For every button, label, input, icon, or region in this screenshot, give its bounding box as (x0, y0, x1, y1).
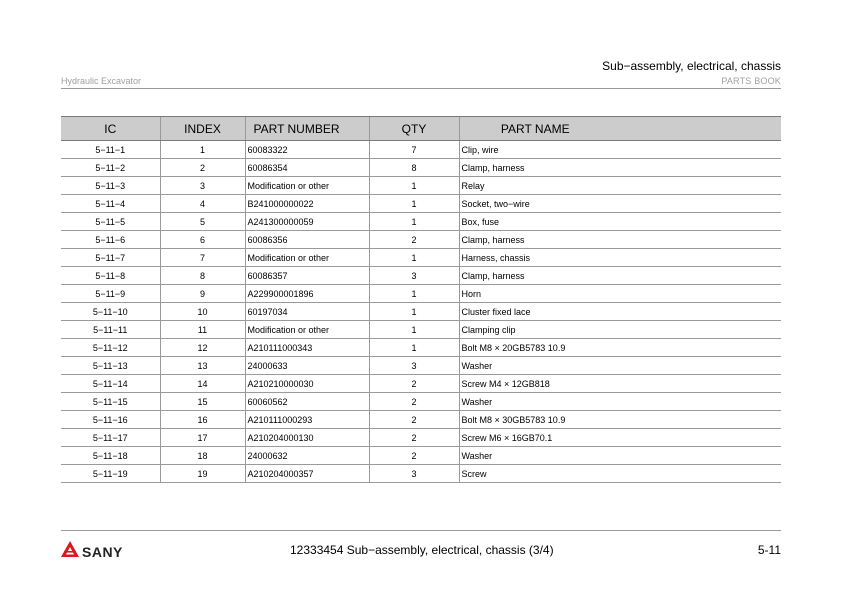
cell-index: 3 (160, 177, 245, 195)
cell-ic: 5−11−9 (61, 285, 160, 303)
cell-qty: 2 (369, 411, 459, 429)
cell-part-number: A210210000030 (245, 375, 369, 393)
cell-ic: 5−11−14 (61, 375, 160, 393)
cell-qty: 3 (369, 465, 459, 483)
table-row (61, 213, 781, 231)
cell-ic: 5−11−4 (61, 195, 160, 213)
cell-part-name: Cluster fixed lace (459, 303, 781, 321)
table-row (61, 195, 781, 213)
cell-index: 8 (160, 267, 245, 285)
cell-qty: 2 (369, 447, 459, 465)
cell-part-number: A229900001896 (245, 285, 369, 303)
cell-part-name: Screw M4 × 12GB818 (459, 375, 781, 393)
column-header-qty: QTY (369, 117, 459, 141)
cell-ic: 5−11−15 (61, 393, 160, 411)
cell-index: 9 (160, 285, 245, 303)
cell-index: 7 (160, 249, 245, 267)
cell-ic: 5−11−6 (61, 231, 160, 249)
cell-qty: 1 (369, 321, 459, 339)
cell-ic: 5−11−17 (61, 429, 160, 447)
cell-part-name: Bolt M8 × 30GB5783 10.9 (459, 411, 781, 429)
column-header-index: INDEX (160, 117, 245, 141)
logo-text: SANY (82, 543, 123, 560)
cell-ic: 5−11−16 (61, 411, 160, 429)
cell-part-name: Clip, wire (459, 141, 781, 159)
cell-part-name: Clamping clip (459, 321, 781, 339)
machine-label: Hydraulic Excavator (61, 76, 142, 86)
table-row (61, 249, 781, 267)
sany-logo (61, 541, 123, 562)
cell-part-name: Harness, chassis (459, 249, 781, 267)
cell-index: 18 (160, 447, 245, 465)
cell-qty: 2 (369, 231, 459, 249)
table-row (61, 393, 781, 411)
table-header-row (61, 117, 781, 141)
cell-qty: 2 (369, 393, 459, 411)
table-row (61, 303, 781, 321)
cell-part-name: Clamp, harness (459, 231, 781, 249)
document-title: Sub−assembly, electrical, chassis (602, 59, 781, 73)
cell-ic: 5−11−5 (61, 213, 160, 231)
cell-ic: 5−11−19 (61, 465, 160, 483)
cell-qty: 3 (369, 357, 459, 375)
table-row (61, 321, 781, 339)
cell-ic: 5−11−13 (61, 357, 160, 375)
cell-ic: 5−11−18 (61, 447, 160, 465)
cell-qty: 2 (369, 375, 459, 393)
table-row (61, 267, 781, 285)
cell-index: 5 (160, 213, 245, 231)
cell-part-number: 60086356 (245, 231, 369, 249)
cell-part-name: Socket, two−wire (459, 195, 781, 213)
cell-part-name: Box, fuse (459, 213, 781, 231)
cell-index: 4 (160, 195, 245, 213)
cell-part-name: Screw M6 × 16GB70.1 (459, 429, 781, 447)
cell-index: 11 (160, 321, 245, 339)
cell-part-name: Clamp, harness (459, 267, 781, 285)
table-row (61, 159, 781, 177)
sany-logo-icon (61, 541, 79, 562)
footer-divider (61, 530, 781, 531)
cell-qty: 1 (369, 285, 459, 303)
cell-ic: 5−11−2 (61, 159, 160, 177)
parts-table (61, 116, 781, 483)
cell-ic: 5−11−1 (61, 141, 160, 159)
cell-part-name: Clamp, harness (459, 159, 781, 177)
column-header-part-name-label: PART NAME (500, 121, 570, 136)
cell-qty: 1 (369, 303, 459, 321)
table-row (61, 465, 781, 483)
cell-part-name: Relay (459, 177, 781, 195)
cell-index: 16 (160, 411, 245, 429)
table-row (61, 141, 781, 159)
cell-qty: 1 (369, 249, 459, 267)
cell-part-number: Modification or other (245, 321, 369, 339)
cell-part-name: Washer (459, 393, 781, 411)
cell-part-name: Bolt M8 × 20GB5783 10.9 (459, 339, 781, 357)
cell-index: 19 (160, 465, 245, 483)
column-header-ic: IC (61, 117, 160, 141)
cell-part-number: 60197034 (245, 303, 369, 321)
table-row (61, 231, 781, 249)
cell-part-name: Washer (459, 357, 781, 375)
table-row (61, 375, 781, 393)
cell-qty: 1 (369, 195, 459, 213)
cell-index: 1 (160, 141, 245, 159)
table-row (61, 177, 781, 195)
cell-index: 13 (160, 357, 245, 375)
cell-part-number: A210204000130 (245, 429, 369, 447)
cell-part-number: 60060562 (245, 393, 369, 411)
cell-qty: 2 (369, 429, 459, 447)
table-row (61, 339, 781, 357)
cell-index: 12 (160, 339, 245, 357)
cell-qty: 1 (369, 177, 459, 195)
cell-qty: 1 (369, 339, 459, 357)
book-label: PARTS BOOK (721, 76, 781, 86)
cell-part-number: 60086354 (245, 159, 369, 177)
cell-part-number: 24000633 (245, 357, 369, 375)
footer-caption: 12333454 Sub−assembly, electrical, chassis (3/4) (290, 543, 554, 557)
header-divider (61, 88, 781, 89)
cell-index: 2 (160, 159, 245, 177)
page-number: 5-11 (757, 543, 781, 557)
table-row (61, 285, 781, 303)
cell-index: 10 (160, 303, 245, 321)
cell-part-number: 60083322 (245, 141, 369, 159)
table-row (61, 357, 781, 375)
column-header-part-number: PART NUMBER (245, 117, 369, 141)
cell-part-number: Modification or other (245, 249, 369, 267)
cell-ic: 5−11−12 (61, 339, 160, 357)
cell-part-number: 60086357 (245, 267, 369, 285)
cell-qty: 3 (369, 267, 459, 285)
cell-part-number: A241300000059 (245, 213, 369, 231)
cell-ic: 5−11−3 (61, 177, 160, 195)
cell-index: 6 (160, 231, 245, 249)
cell-part-number: Modification or other (245, 177, 369, 195)
table-row (61, 429, 781, 447)
cell-index: 17 (160, 429, 245, 447)
cell-part-number: A210111000343 (245, 339, 369, 357)
cell-index: 14 (160, 375, 245, 393)
cell-ic: 5−11−7 (61, 249, 160, 267)
cell-ic: 5−11−10 (61, 303, 160, 321)
cell-ic: 5−11−8 (61, 267, 160, 285)
cell-qty: 1 (369, 213, 459, 231)
cell-part-number: 24000632 (245, 447, 369, 465)
table-row (61, 411, 781, 429)
cell-part-number: A210111000293 (245, 411, 369, 429)
column-header-part-name (459, 117, 781, 141)
cell-part-number: A210204000357 (245, 465, 369, 483)
cell-index: 15 (160, 393, 245, 411)
cell-part-name: Screw (459, 465, 781, 483)
cell-qty: 7 (369, 141, 459, 159)
cell-part-number: B241000000022 (245, 195, 369, 213)
table-row (61, 447, 781, 465)
cell-part-name: Horn (459, 285, 781, 303)
cell-ic: 5−11−11 (61, 321, 160, 339)
cell-qty: 8 (369, 159, 459, 177)
cell-part-name: Washer (459, 447, 781, 465)
